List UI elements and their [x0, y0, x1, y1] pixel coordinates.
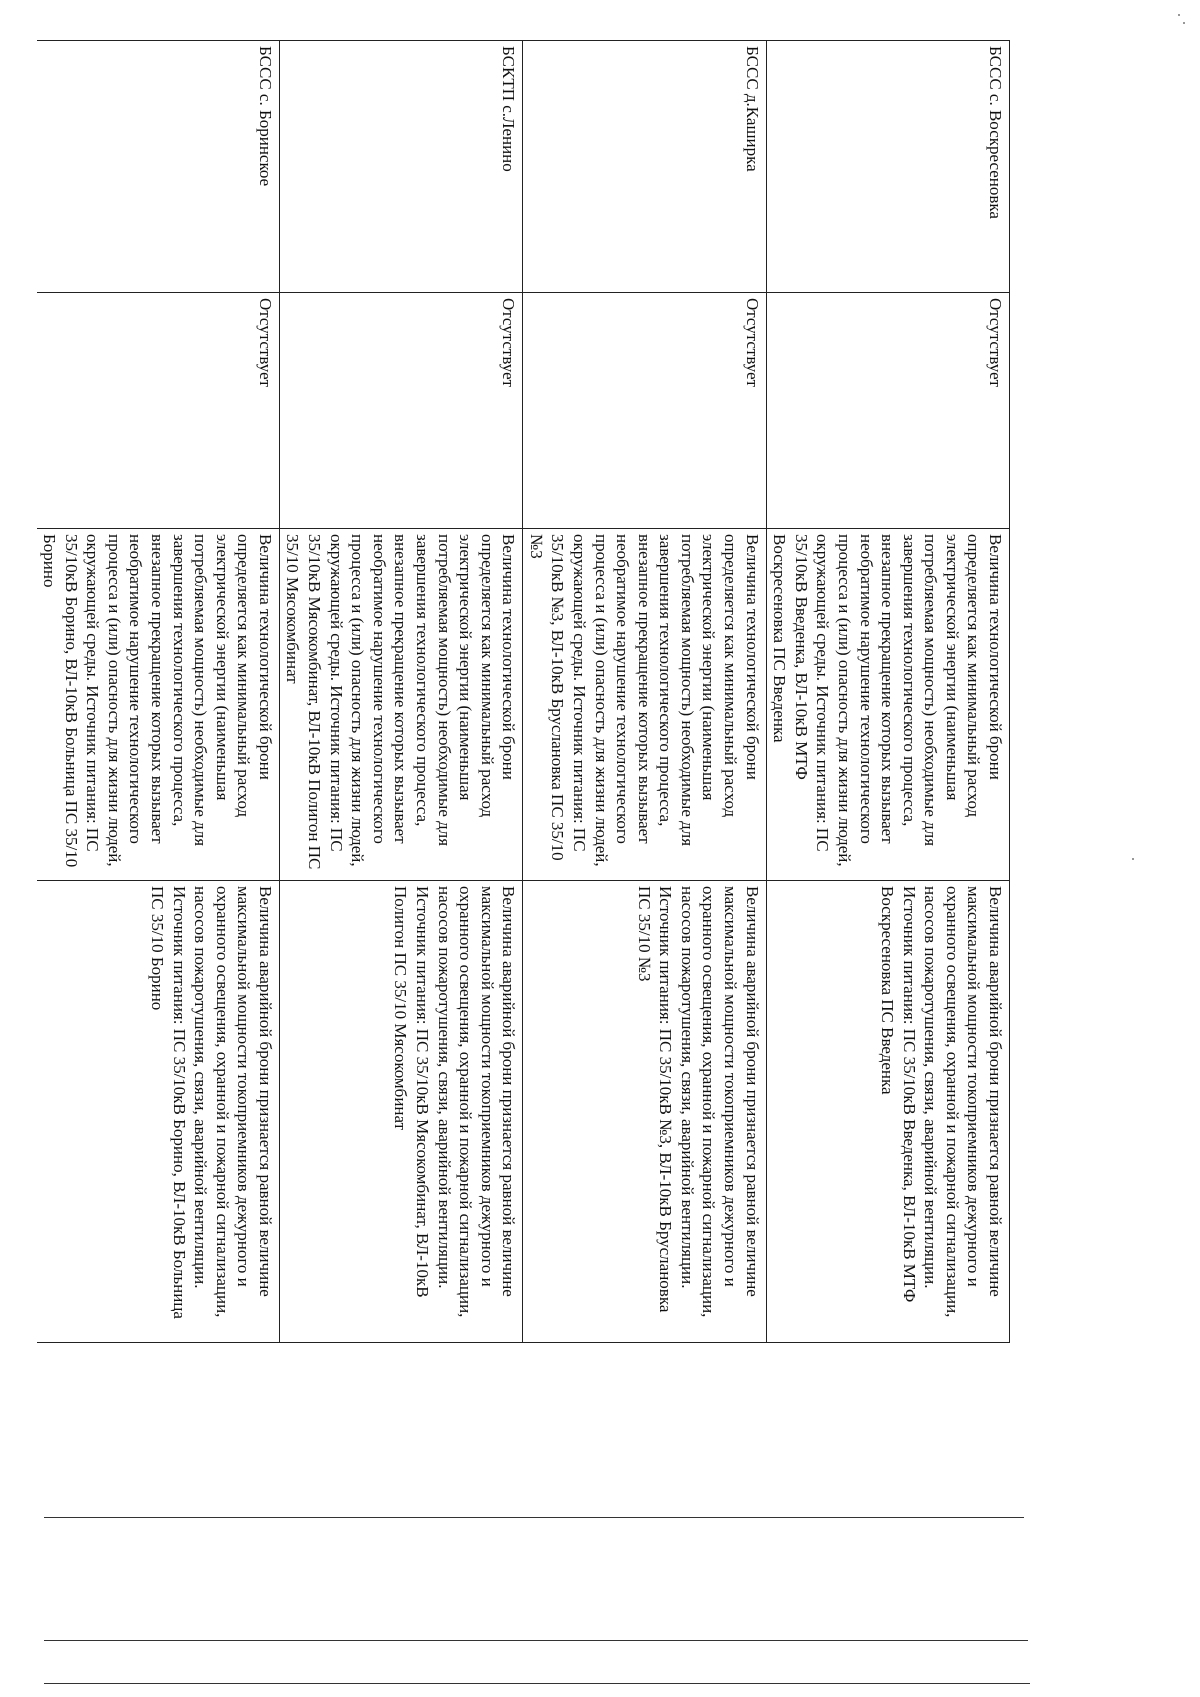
horizontal-rule: [44, 1683, 1030, 1684]
rotated-table-container: [40, 40, 1010, 1343]
status-cell: Отсутствует: [523, 293, 766, 529]
status-cell: Отсутствует: [279, 293, 522, 529]
table-row: [523, 41, 766, 1343]
scan-speck: [1183, 22, 1185, 24]
technological-reserve-cell: Величина технологической брони определяется как минимальный расход электрической энергии (наименьшая потребляемая мощность) необходимые для завершения технологического процесса, внезапное прекращение которых вызывает необратимое нарушение технологического процесса и (или) опасность для жизни людей, окружающей среды. Источник питания: ПС 35/10кВ Борино, ВЛ-10кВ Больница ПС 35/10 Борино: [37, 529, 280, 881]
emergency-reserve-cell: Величина аварийной брони признается равной величине максимальной мощности токоприемников дежурного и охранного освещения, охранной и пожарной сигнализации, насосов пожаротушения, связи, аварийной вентиляции. Источник питания: ПС 35/10кВ Мясокомбинат, ВЛ-10кВ Полигон ПС 35/10 Мясокомбинат: [279, 881, 522, 1343]
object-name-cell: БССС д.Каширка: [523, 41, 766, 293]
table-row: [766, 41, 1009, 1343]
horizontal-rule: [44, 1517, 1024, 1518]
scan-speck: [1178, 14, 1180, 16]
object-name-cell: БССС с. Боринское: [37, 41, 280, 293]
horizontal-rule: [44, 1640, 1028, 1641]
technological-reserve-cell: Величина технологической брони определяется как минимальный расход электрической энергии (наименьшая потребляемая мощность) необходимые для завершения технологического процесса, внезапное прекращение которых вызывает необратимое нарушение технологического процесса и (или) опасность для жизни людей, окружающей среды. Источник питания: ПС 35/10кВ №3, ВЛ-10кВ Бруслановка ПС 35/10 №3: [523, 529, 766, 881]
table-row: [279, 41, 522, 1343]
emergency-reserve-cell: Величина аварийной брони признается равной величине максимальной мощности токоприемников дежурного и охранного освещения, охранной и пожарной сигнализации, насосов пожаротушения, связи, аварийной вентиляции. Источник питания: ПС 35/10кВ Борино, ВЛ-10кВ Больница ПС 35/10 Борино: [37, 881, 280, 1343]
technological-reserve-cell: Величина технологической брони определяется как минимальный расход электрической энергии (наименьшая потребляемая мощность) необходимые для завершения технологического процесса, внезапное прекращение которых вызывает необратимое нарушение технологического процесса и (или) опасность для жизни людей, окружающей среды. Источник питания: ПС 35/10кВ Мясокомбинат, ВЛ-10кВ Полигон ПС 35/10 Мясокомбинат: [279, 529, 522, 881]
emergency-reserve-cell: Величина аварийной брони признается равной величине максимальной мощности токоприемников дежурного и охранного освещения, охранной и пожарной сигнализации, насосов пожаротушения, связи, аварийной вентиляции. Источник питания: ПС 35/10кВ Введенка, ВЛ-10кВ МТФ Воскресеновка ПС Введенка: [766, 881, 1009, 1343]
technological-reserve-cell: Величина технологической брони определяется как минимальный расход электрической энергии (наименьшая потребляемая мощность) необходимые для завершения технологического процесса, внезапное прекращение которых вызывает необратимое нарушение технологического процесса и (или) опасность для жизни людей, окружающей среды. Источник питания: ПС 35/10кВ Введенка, ВЛ-10кВ МТФ Воскресеновка ПС Введенка: [766, 529, 1009, 881]
status-cell: Отсутствует: [37, 293, 280, 529]
scan-speck: [1132, 858, 1134, 860]
object-name-cell: БССС с. Воскресеновка: [766, 41, 1009, 293]
table-row: [37, 41, 280, 1343]
object-name-cell: БСКТП с.Ленино: [279, 41, 522, 293]
emergency-reserve-cell: Величина аварийной брони признается равной величине максимальной мощности токоприемников дежурного и охранного освещения, охранной и пожарной сигнализации, насосов пожаротушения, связи, аварийной вентиляции. Источник питания: ПС 35/10кВ №3, ВЛ-10кВ Бруслановка ПС 35/10 №3: [523, 881, 766, 1343]
power-reserve-table: [37, 40, 1010, 1343]
status-cell: Отсутствует: [766, 293, 1009, 529]
